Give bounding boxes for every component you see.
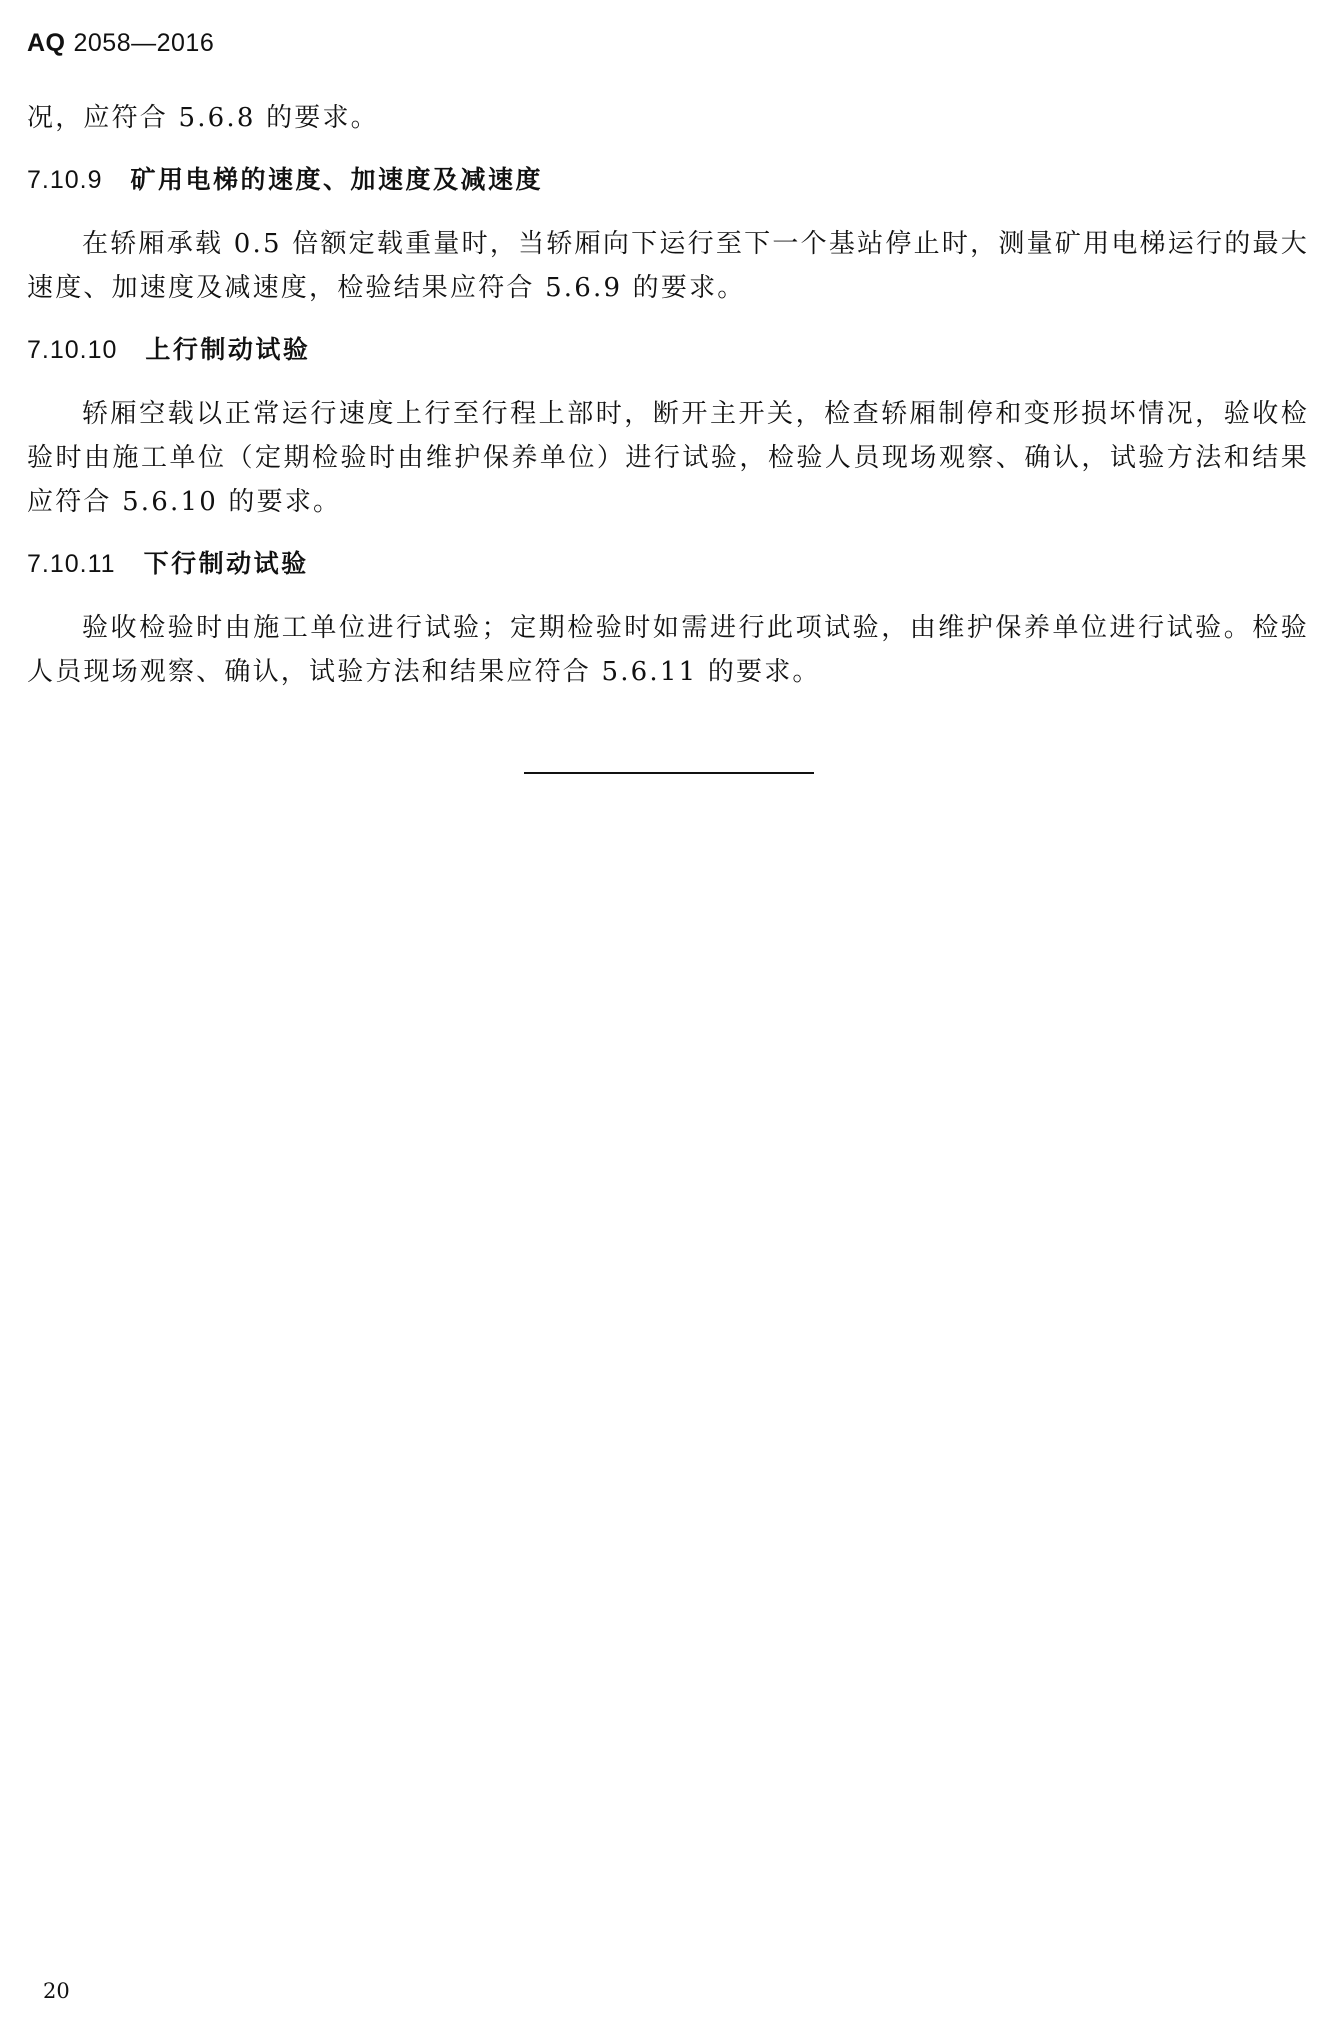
section-heading-7-10-9 (27, 160, 1309, 200)
document-body (27, 96, 1309, 694)
standard-prefix: AQ (27, 29, 66, 57)
section-title: 矿用电梯的速度、加速度及减速度 (130, 165, 544, 194)
section-paragraph-7-10-10: 轿厢空载以正常运行速度上行至行程上部时，断开主开关，检查轿厢制停和变形损坏情况，验收检验时由施工单位（定期检验时由维护保养单位）进行试验，检验人员现场观察、确认，试验方法和结果应符合 5.6.10 的要求。 (27, 399, 1309, 517)
page-header (27, 26, 214, 60)
section-paragraph-7-10-11: 验收检验时由施工单位进行试验；定期检验时如需进行此项试验，由维护保养单位进行试验。检验人员现场观察、确认，试验方法和结果应符合 5.6.11 的要求。 (27, 613, 1309, 687)
section-title: 下行制动试验 (143, 549, 309, 578)
end-of-document-rule (524, 772, 814, 774)
section-heading-7-10-11 (27, 544, 1309, 584)
section-heading-7-10-10 (27, 330, 1309, 370)
standard-number: 2058—2016 (73, 29, 215, 57)
section-number: 7.10.11 (27, 550, 116, 578)
section-paragraph-7-10-9: 在轿厢承载 0.5 倍额定载重量时，当轿厢向下运行至下一个基站停止时，测量矿用电梯运行的最大速度、加速度及减速度，检验结果应符合 5.6.9 的要求。 (27, 229, 1309, 303)
section-title: 上行制动试验 (145, 335, 311, 364)
continued-paragraph: 况，应符合 5.6.8 的要求。 (27, 103, 379, 133)
section-number: 7.10.9 (27, 166, 103, 194)
section-number: 7.10.10 (27, 336, 118, 364)
page-number: 20 (43, 1979, 70, 2003)
